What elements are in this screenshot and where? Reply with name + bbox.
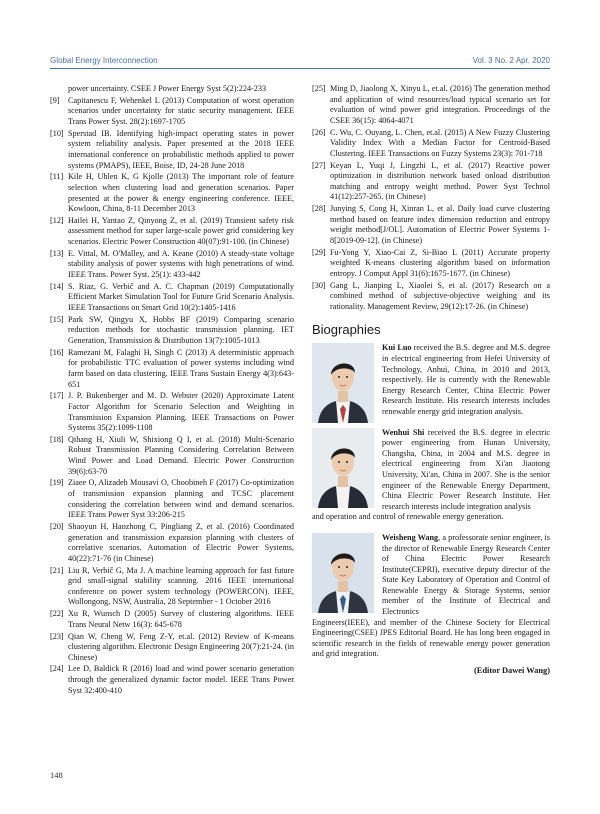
reference-text: J. P. Bukenberger and M. D. Webster (2020) Approximate Latent Factor Algorithm for Scenario Selection and Weighting in Transmission Expansion Planning. IEEE Transactions on Power Systems 35(2):1099-1108	[68, 391, 294, 433]
biography-body: received the B.S. degree and M.S. degree in electrical engineering from Hefei University of Technology, Anhui, China, in 2010 and 2013, respectively. He is currently with the Renewable Energy Research Center, China Electric Power Research Institute. His research interests includes renewable energy grid integration analysis.	[382, 343, 551, 416]
reference-number: [17]	[50, 391, 64, 401]
reference-text: Shaoyun H, Haozhong C, Pingliang Z, et al. (2016) Coordinated generation and transmission expansion planning with clusters of correlative scenarios. Automation of Electric Power Systems, 40(22):71-76 (in Chinese)	[68, 522, 294, 563]
reference-number: [9]	[50, 95, 60, 105]
reference-text: Capitanescu F, Wehenkel L (2013) Computation of worst operation scenarios under uncertainty for static security management. IEEE Trans Power Syst. 28(2):1697-1705	[68, 95, 294, 126]
reference-number: [28]	[312, 204, 326, 214]
page-number: 148	[50, 770, 63, 780]
reference-item	[312, 128, 550, 160]
reference-item	[50, 391, 294, 433]
reference-text: Gang L, Jianping L, Xiaolei S, et al. (2017) Research on a combined method of subjective-objective weighing and its rationality. Management Review, 29(12):17-26. (in Chinese)	[330, 280, 550, 311]
reference-item	[50, 282, 294, 314]
reference-text: Fu-Yong Y, Xiao-Cai Z, Si-Biao L (2011) Accurate property weighted K-means clustering algorithm based on information entropy. J Comput Appl 31(6):1675-1677. (in Chinese)	[330, 247, 550, 278]
reference-text: Lee D, Baldick R (2016) load and wind power scenario generation through the generalized dynamic factor model. IEEE Trans Power Syst 32:400-410	[68, 664, 294, 695]
reference-text: Qian W, Cheng W, Feng Z-Y, et.al. (2012) Review of K-means clustering algorithm. Electronic Design Engineering 20(7):21-24. (in Chinese)	[68, 631, 294, 662]
reference-item	[50, 609, 294, 630]
biography-text	[382, 428, 550, 513]
biographies	[312, 343, 550, 660]
biography-continuation: and operation and control of renewable energy generation.	[312, 512, 504, 522]
reference-number: [10]	[50, 128, 64, 138]
author-name: Kui Luo	[382, 343, 412, 353]
reference-text: Ziaee O, Alizadeh Mousavi O, Choobineh F (2017) Co-optimization of transmission expansion planning and TCSC placement considering the correlation between wind and demand scenarios. IEEE Trans Power Syst 33:206-215	[68, 478, 294, 520]
biography-text	[382, 343, 550, 417]
reference-number: [13]	[50, 248, 64, 258]
biography-body: received the B.S. degree in electric power engineering from Hunan University, Changsha, China, in 2004 and M.S. degree in electrical engineering from Xi'an Jiaotong University, Xi'an, China in 2007. She is the senior engineer of the Renewable Energy Department, China Electric Power Research Institute. Her research interests include integration analysis	[382, 427, 551, 511]
reference-number: [30]	[312, 280, 326, 290]
author-photo	[312, 343, 374, 423]
author-name: Wenhui Shi	[382, 427, 425, 437]
biography-entry	[312, 428, 550, 523]
reference-text: Keyan L, Yuqi J, Lingzhi L, et al. (2017) Reactive power optimization in distribution network based onload distribution matching and entropy weight method. Power Syst Technol 41(12):257-265. (in Chinese)	[330, 160, 550, 202]
reference-number: [19]	[50, 478, 64, 488]
biography-text	[382, 533, 550, 618]
reference-text: Xu R, Wunsch D (2005) Survey of clustering algorithms. IEEE Trans Neural Netw 16(3): 645-678	[68, 609, 294, 629]
reference-number: [22]	[50, 609, 64, 619]
reference-item	[50, 566, 294, 608]
reference-number: [12]	[50, 215, 64, 225]
reference-number: [20]	[50, 522, 64, 531]
reference-text: Kile H, Uhlen K, G Kjolle (2013) The important role of feature selection when clustering load and generation scenarios. Paper presented at the power & energy engineering conference. IEEE, Kowloon, China, 8-11 December 2013	[68, 172, 294, 214]
reference-text: E. Vittal, M. O'Malley, and A. Keane (2010) A steady-state voltage stability analysis of power systems with high penetrations of wind. IEEE Trans. Power Syst. 25(1): 433-442	[68, 248, 294, 280]
reference-text: Ramezani M, Falaghi H, Singh C (2013) A deterministic approach for probabilistic TTC evaluation of power systems including wind farm based on data clustering. IEEE Trans Sustain Energy 4(3):643-651	[68, 347, 294, 389]
reference-item	[312, 204, 550, 246]
author-name: Weisheng Wang	[382, 532, 439, 542]
reference-item	[50, 664, 294, 696]
reference-number: [15]	[50, 314, 64, 324]
right-column	[312, 84, 550, 675]
header-rule	[50, 68, 550, 69]
journal-name: Global Energy Interconnection	[50, 56, 158, 65]
reference-text: Park SW, Qingyu X, Hobbs BF (2019) Comparing scenario reduction methods for stochastic transmission planning. IET Generation, Transmission & Distribution 13(7):1005-1013	[68, 314, 294, 345]
reference-text: Hailei H, Yantao Z, Qinyong Z, et al. (2019) Transient safety risk assessment method for super large-scale power grid considering key scenarios. Electric Power Construction 40(07):91-100. (in Chinese)	[68, 215, 294, 247]
reference-number: [18]	[50, 434, 64, 444]
biography-entry	[312, 343, 550, 417]
reference-item	[50, 249, 294, 281]
reference-number: [14]	[50, 281, 64, 291]
reference-item	[312, 84, 550, 126]
reference-item	[50, 435, 294, 477]
reference-number: [11]	[50, 172, 64, 182]
reference-item	[50, 96, 294, 128]
reference-item	[50, 129, 294, 171]
reference-item	[312, 248, 550, 280]
biographies-heading: Biographies	[312, 322, 381, 338]
reference-text: Junying S, Cong H, Xinran L, et al. Daily load curve clustering method based on feature index dimension reduction and entropy weight method[J/OL]. Automation of Electric Power Systems 1-8[2019-09-12]. (in Chinese)	[330, 204, 550, 245]
reference-number: [27]	[312, 160, 326, 170]
left-column	[50, 84, 294, 697]
reference-item	[50, 348, 294, 390]
author-photo	[312, 533, 374, 613]
reference-item	[50, 84, 294, 95]
reference-item	[50, 522, 294, 564]
biography-body: , a professorate senior engineer, is the director of Renewable Energy Research Center of China Electric Power Research Institute(CEPRI), executive deputy director of the State Key Laboratory of Operation and Control of Renewable Energy & Storage Systems, senior member of the Institute of Electrical and Electronics	[382, 532, 550, 617]
reference-number: [23]	[50, 631, 64, 641]
issue-info: Vol. 3 No. 2 Apr. 2020	[472, 56, 550, 65]
reference-text: C. Wu, C. Ouyang, L. Chen, et.al. (2015) A New Fuzzy Clustering Validity Index With a Median Factor for Centroid-Based Clustering. IEEE Transactions on Fuzzy Systems 23(3): 701-718	[330, 127, 550, 158]
reference-number: [16]	[50, 347, 64, 357]
biography-entry	[312, 533, 550, 660]
reference-number: [21]	[50, 565, 64, 575]
reference-text: power uncertainty. CSEE J Power Energy Syst 5(2):224-233	[68, 84, 267, 93]
reference-number: [26]	[312, 127, 326, 137]
reference-number: [25]	[312, 84, 326, 93]
reference-item	[50, 632, 294, 664]
author-photo	[312, 428, 374, 508]
reference-item	[312, 161, 550, 203]
reference-text: Liu R, Verbič G, Ma J. A machine learning approach for fast future grid small-signal stability scanning. 2016 IEEE international conference on power system technology (POWERCON). IEEE, Wollongong, NSW, Australia, 28 September - 1 October 2016	[68, 565, 294, 607]
reference-item	[50, 315, 294, 347]
reference-list	[312, 84, 550, 312]
editor-credit: (Editor Dawei Wang)	[474, 666, 550, 676]
reference-item	[312, 281, 550, 313]
reference-number: [29]	[312, 247, 326, 257]
reference-text: Qihang H, Xiuli W, Shixiong Q I, et al. (2018) Multi-Scenario Robust Transmission Planning Considering Correlation Between Wind Power and Load Demand. Electric Power Construction 39(6):63-70	[68, 434, 294, 476]
reference-number: [24]	[50, 664, 64, 674]
reference-text: Sperstad IB. Identifying high-impact operating states in power system reliability analysis. Paper presented at the 2018 IEEE international conference on probabilistic methods applied to power systems (PMAPS), IEEE, Boise, ID, 24-28 June 2018	[68, 128, 294, 170]
reference-item	[50, 172, 294, 214]
reference-text: S. Riaz, G. Verbič and A. C. Chapman (2019) Computationally Efficient Market Simulation Tool for Future Grid Scenario Analysis. IEEE Transactions on Smart Grid 10(2):1405-1416	[68, 281, 294, 312]
reference-item	[50, 216, 294, 248]
reference-item	[50, 478, 294, 520]
biography-continuation: Engineers(IEEE), and member of the Chinese Society for Electrical Engineering(CSEE) JPES Editorial Board. He has long been engaged in scientific research in the fields of renewable energy power generation and grid integration.	[312, 617, 550, 659]
reference-text: Ming D, Jiaolong X, Xinyu L, et.al. (2016) The generation method and application of wind resources/load typical scenario set for evaluation of wind power grid integration. Proceedings of the CSEE 36(15): 4064-4071	[330, 84, 550, 125]
